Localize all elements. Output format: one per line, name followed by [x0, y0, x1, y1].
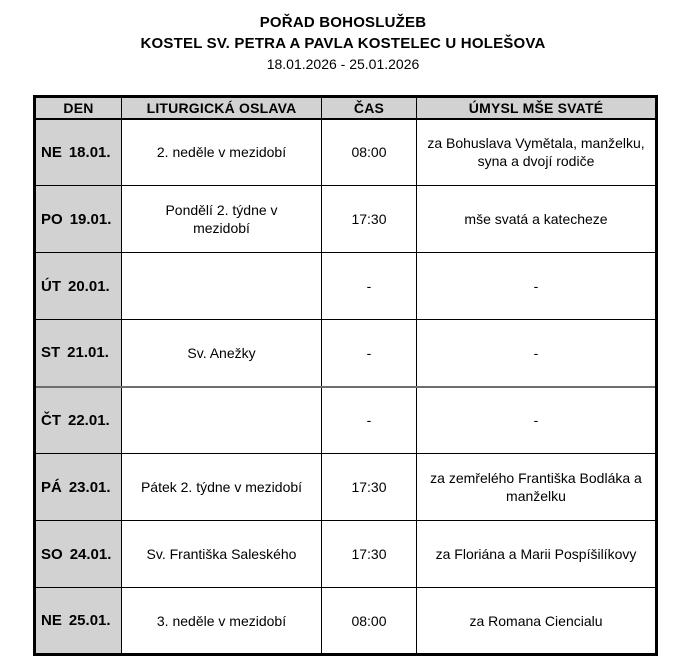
- day-cell: [35, 320, 122, 387]
- header-intention: ÚMYSL MŠE SVATÉ: [417, 97, 657, 119]
- header-row: [35, 97, 657, 119]
- day-date: 22.01.: [68, 411, 110, 429]
- table-row: [35, 186, 657, 253]
- celebration-cell: 3. neděle v mezidobí: [122, 588, 322, 655]
- table-row: [35, 588, 657, 655]
- header-day: DEN: [35, 97, 122, 119]
- celebration-cell: Sv. Františka Saleského: [122, 521, 322, 588]
- table-row: [35, 320, 657, 387]
- day-date: 20.01.: [68, 277, 110, 295]
- table-row: [35, 521, 657, 588]
- intention-cell: za Floriána a Marii Pospíšilíkovy: [417, 521, 657, 588]
- intention-cell: -: [417, 387, 657, 454]
- table-row: [35, 454, 657, 521]
- day-date: 23.01.: [68, 478, 111, 496]
- day-date: 19.01.: [69, 210, 112, 228]
- day-date: 18.01.: [68, 143, 111, 161]
- document-header: [0, 0, 686, 75]
- church-name: KOSTEL SV. PETRA A PAVLA KOSTELEC U HOLEŠOVA: [140, 35, 546, 52]
- celebration-cell: [122, 253, 322, 320]
- day-cell: [35, 454, 122, 521]
- header-celebration: LITURGICKÁ OSLAVA: [122, 97, 322, 119]
- celebration-cell: Pondělí 2. týdne v mezidobí: [122, 186, 322, 253]
- intention-cell: mše svatá a katecheze: [417, 186, 657, 253]
- time-cell: 17:30: [322, 454, 417, 521]
- intention-cell: za Romana Ciencialu: [417, 588, 657, 655]
- day-abbrev: PO: [41, 210, 63, 228]
- table-row: [35, 253, 657, 320]
- day-cell: [35, 253, 122, 320]
- day-cell: [35, 387, 122, 454]
- intention-cell: -: [417, 320, 657, 387]
- day-cell: [35, 521, 122, 588]
- intention-cell: za zemřelého Františka Bodláka a manželku: [417, 454, 657, 521]
- celebration-cell: [122, 387, 322, 454]
- celebration-cell: 2. neděle v mezidobí: [122, 119, 322, 186]
- date-range: 18.01.2026 - 25.01.2026: [266, 56, 420, 72]
- day-abbrev: NE: [41, 612, 62, 629]
- time-cell: 17:30: [322, 521, 417, 588]
- time-cell: -: [322, 387, 417, 454]
- day-date: 24.01.: [69, 545, 112, 563]
- time-cell: -: [322, 320, 417, 387]
- day-abbrev: SO: [41, 545, 63, 563]
- day-abbrev: ÚT: [41, 277, 61, 295]
- day-abbrev: ST: [41, 344, 61, 362]
- day-date: 25.01.: [68, 612, 111, 629]
- time-cell: 08:00: [322, 119, 417, 186]
- celebration-cell: Sv. Anežky: [122, 320, 322, 387]
- intention-cell: -: [417, 253, 657, 320]
- page-title: POŘAD BOHOSLUŽEB: [259, 14, 427, 31]
- day-date: 21.01.: [67, 344, 109, 362]
- day-cell: [35, 119, 122, 186]
- day-cell: [35, 588, 122, 655]
- schedule-table: [33, 95, 658, 656]
- day-cell: [35, 186, 122, 253]
- table-row: [35, 119, 657, 186]
- day-abbrev: ČT: [41, 411, 61, 429]
- celebration-cell: Pátek 2. týdne v mezidobí: [122, 454, 322, 521]
- time-cell: -: [322, 253, 417, 320]
- time-cell: 17:30: [322, 186, 417, 253]
- time-cell: 08:00: [322, 588, 417, 655]
- day-abbrev: PÁ: [41, 478, 62, 496]
- day-abbrev: NE: [41, 143, 62, 161]
- intention-cell: za Bohuslava Vymětala, manželku, syna a dvojí rodiče: [417, 119, 657, 186]
- table-row: [35, 387, 657, 454]
- header-time: ČAS: [322, 97, 417, 119]
